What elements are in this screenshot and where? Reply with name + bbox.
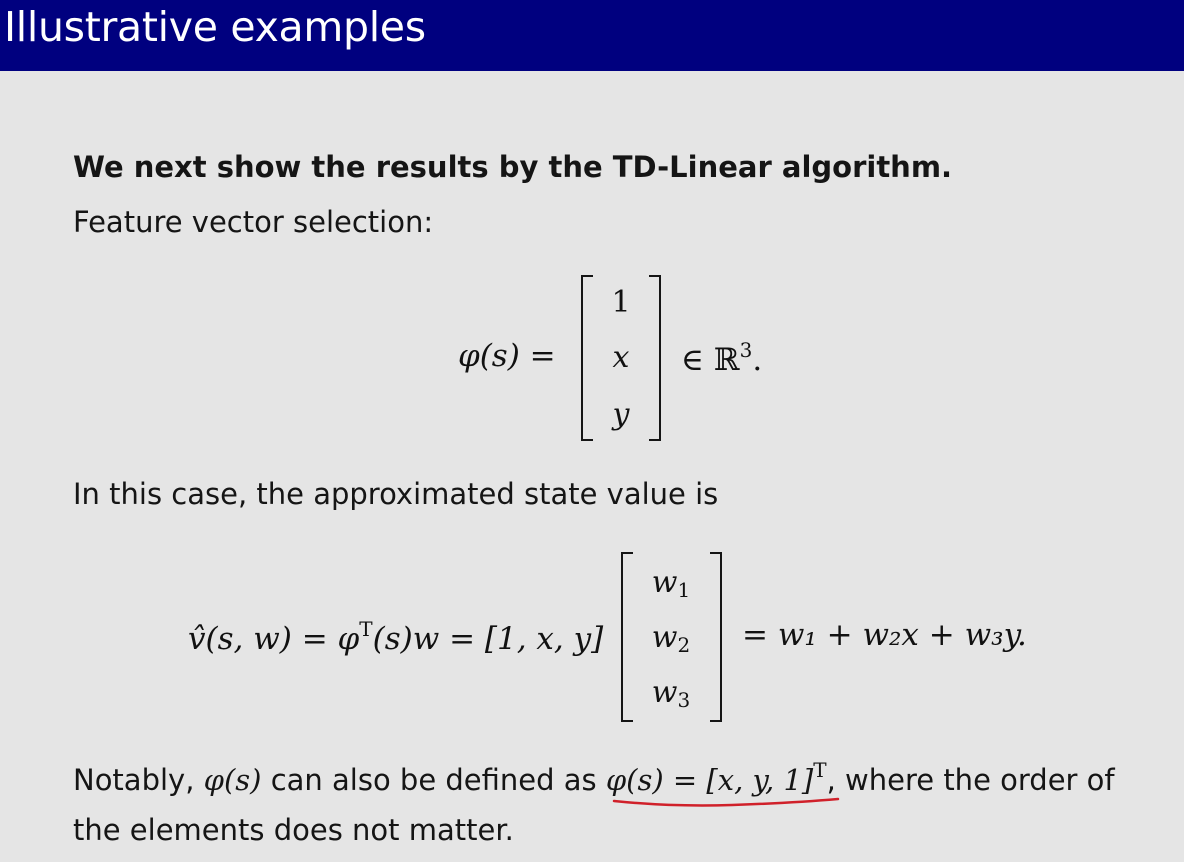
note-line-1 xyxy=(73,758,1115,797)
slide-title: Illustrative examples xyxy=(4,3,426,51)
eq1-rhs: ∈ ℝ$^3$. xyxy=(681,338,763,378)
eq2-cell-2: $w_2$ xyxy=(651,620,691,657)
eq2-lhs: v̂(s, $w) = \varphi^T(s)w = [1$, x, y] xyxy=(188,617,604,657)
title-bar xyxy=(0,0,1184,71)
note-highlight-formula: φ(s) = [x, y, 1]$^T$ xyxy=(605,758,827,797)
eq1-lhs: φ(s) = xyxy=(458,338,556,374)
eq1-cell-2: x xyxy=(612,340,630,375)
eq2-cell-3: $w_3$ xyxy=(651,675,691,712)
note-phi: φ(s) xyxy=(203,763,262,797)
note-prefix: Notably, xyxy=(73,763,204,797)
red-underline-annotation xyxy=(612,795,840,811)
eq2-rhs: = w₁ + w₂x + w₃y. xyxy=(742,617,1027,653)
eq1-cell-3: y xyxy=(612,397,630,432)
eq2-cell-1: $w_1$ xyxy=(651,565,691,602)
note-line-2: the elements does not matter. xyxy=(73,813,514,847)
case-text: In this case, the approximated state value is xyxy=(73,477,719,511)
eq1-right-bracket xyxy=(649,275,661,441)
slide-heading: We next show the results by the TD-Linear algorithm. xyxy=(73,150,953,184)
eq2-right-bracket xyxy=(710,552,722,722)
note-suffix: , where the order of xyxy=(826,763,1115,797)
feature-label: Feature vector selection: xyxy=(73,205,434,239)
note-mid: can also be defined as xyxy=(261,763,606,797)
eq1-cell-1: 1 xyxy=(611,285,631,320)
eq2-left-bracket xyxy=(621,552,633,722)
